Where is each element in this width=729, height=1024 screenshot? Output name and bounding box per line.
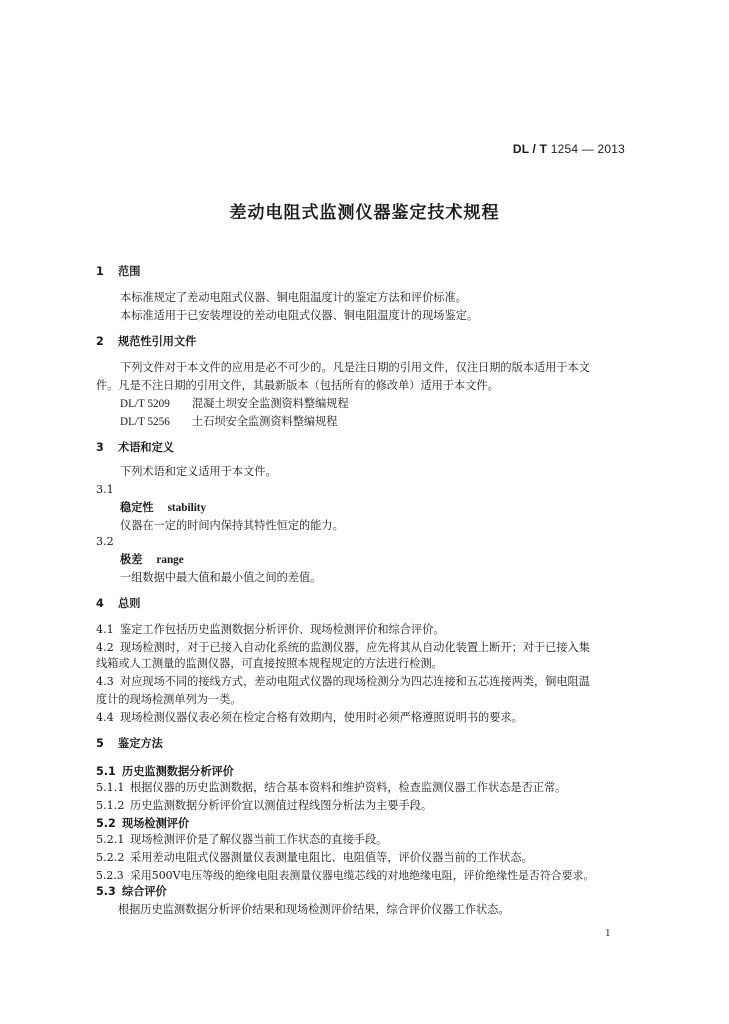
page-number: 1 (605, 927, 611, 939)
clause-text: 采用差动电阻式仪器测量仪表测量电阻比、电阻值等，评价仪器当前的工作状态。 (130, 851, 533, 864)
clause-text: 现场检测仪器仪表必须在检定合格有效期内，使用时必须严格遵照说明书的要求。 (120, 711, 523, 724)
section-1-number: 1 (96, 265, 104, 278)
subsection-5-2-heading (96, 816, 189, 832)
clause-text: 根据仪器的历史监测数据，结合基本资料和维护资料，检查监测仪器工作状态是否正常。 (130, 781, 567, 794)
code-dash: — (581, 142, 594, 156)
section-3-title: 术语和定义 (118, 441, 174, 454)
clause-number: 5.2.2 (96, 851, 125, 864)
term-en: range (156, 554, 184, 566)
section-1-heading (96, 264, 140, 280)
subsection-number: 5.3 (96, 885, 116, 898)
page-title: 差动电阻式监测仪器鉴定技术规程 (229, 203, 500, 223)
section-2-para-line-1: 下列文件对于本文件的应用是必不可少的。凡是注日期的引用文件，仅注日期的版本适用于本文 (120, 361, 590, 374)
term-heading (120, 500, 206, 516)
clause-number: 4.4 (96, 711, 114, 724)
section-1-para-2: 本标准适用于已安装埋设的差动电阻式仪器、铜电阻温度计的现场鉴定。 (120, 309, 479, 322)
clause-text: 现场检测评价是了解仪器当前工作状态的直接手段。 (130, 833, 388, 846)
section-1-para-1: 本标准规定了差动电阻式仪器、铜电阻温度计的鉴定方法和评价标准。 (120, 291, 467, 304)
term-number: 3.1 (96, 483, 114, 496)
section-4-heading (96, 596, 140, 612)
section-2-title: 规范性引用文件 (118, 335, 197, 348)
subsection-title: 现场检测评价 (122, 817, 190, 830)
subsection-title: 历史监测数据分析评价 (122, 765, 234, 778)
reference-name: 土石坝安全监测资料整编规程 (192, 415, 338, 428)
code-prefix: DL / T (512, 142, 548, 156)
reference-code: DL/T 5256 (120, 416, 170, 428)
clause-5-1-1 (96, 780, 566, 796)
clause-4-3-continued: 度计的现场检测单列为一类。 (96, 693, 242, 706)
reference-item (120, 414, 337, 430)
clause-number: 5.2.3 (96, 869, 124, 882)
section-3-intro: 下列术语和定义适用于本文件。 (120, 465, 277, 478)
clause-text: 采用500V电压等级的绝缘电阻表测量仪器电缆芯线的对地绝缘电阻，评价绝缘性是否符合要求。 (130, 869, 595, 882)
section-1-title: 范围 (118, 265, 141, 278)
clause-number: 4.3 (96, 675, 114, 688)
section-3-number: 3 (96, 441, 104, 454)
reference-code: DL/T 5209 (120, 398, 170, 410)
clause-text: 鉴定工作包括历史监测数据分析评价、现场检测评价和综合评价。 (120, 623, 445, 636)
term-en: stability (167, 502, 207, 514)
clause-number: 5.1.1 (96, 781, 125, 794)
clause-number: 4.1 (96, 623, 114, 636)
clause-number: 4.2 (96, 641, 114, 654)
section-5-heading (96, 736, 163, 752)
term-zh: 极差 (120, 553, 143, 566)
clause-5-2-2 (96, 850, 533, 866)
clause-5-2-1 (96, 832, 387, 848)
section-5-3-text: 根据历史监测数据分析评价结果和现场检测评价结果，综合评价仪器工作状态。 (118, 903, 510, 916)
clause-text: 历史监测数据分析评价宜以测值过程线图分析法为主要手段。 (130, 799, 433, 812)
reference-item (120, 396, 349, 412)
clause-4-3 (96, 674, 590, 690)
section-4-title: 总则 (118, 597, 141, 610)
subsection-5-3-heading (96, 884, 167, 900)
clause-4-2 (96, 640, 590, 656)
term-zh: 稳定性 (120, 501, 154, 514)
clause-5-1-2 (96, 798, 432, 814)
section-2-heading (96, 334, 196, 350)
section-5-number: 5 (96, 737, 104, 750)
section-2-number: 2 (96, 335, 104, 348)
subsection-5-1-heading (96, 764, 234, 780)
subsection-number: 5.2 (96, 817, 116, 830)
clause-4-1 (96, 622, 444, 638)
clause-text: 现场检测时，对于已接入自动化系统的监测仪器，应先将其从自动化装置上断开；对于已接入集 (120, 641, 590, 654)
subsection-title: 综合评价 (122, 885, 167, 898)
code-number: 1254 (550, 142, 579, 156)
code-year: 2013 (597, 142, 625, 156)
reference-name: 混凝土坝安全监测资料整编规程 (192, 397, 349, 410)
section-5-title: 鉴定方法 (118, 737, 163, 750)
clause-text: 对应现场不同的接线方式，差动电阻式仪器的现场检测分为四芯连接和五芯连接两类，铜电阻温 (120, 675, 590, 688)
clause-number: 5.1.2 (96, 799, 125, 812)
subsection-number: 5.1 (96, 765, 116, 778)
clause-number: 5.2.1 (96, 833, 125, 846)
clause-4-2-continued: 线箱或人工测量的监测仪器，可直接按照本规程规定的方法进行检测。 (96, 657, 443, 670)
document-code (513, 142, 625, 156)
section-2-para-line-2: 件。凡是不注日期的引用文件，其最新版本（包括所有的修改单）适用于本文件。 (96, 379, 499, 392)
term-definition: 仪器在一定的时间内保持其特性恒定的能力。 (120, 519, 344, 532)
clause-5-2-3 (96, 868, 594, 884)
section-3-heading (96, 440, 174, 456)
section-4-number: 4 (96, 597, 104, 610)
clause-4-4 (96, 710, 523, 726)
term-definition: 一组数据中最大值和最小值之间的差值。 (120, 571, 322, 584)
term-number: 3.2 (96, 535, 114, 548)
term-heading (120, 552, 184, 568)
